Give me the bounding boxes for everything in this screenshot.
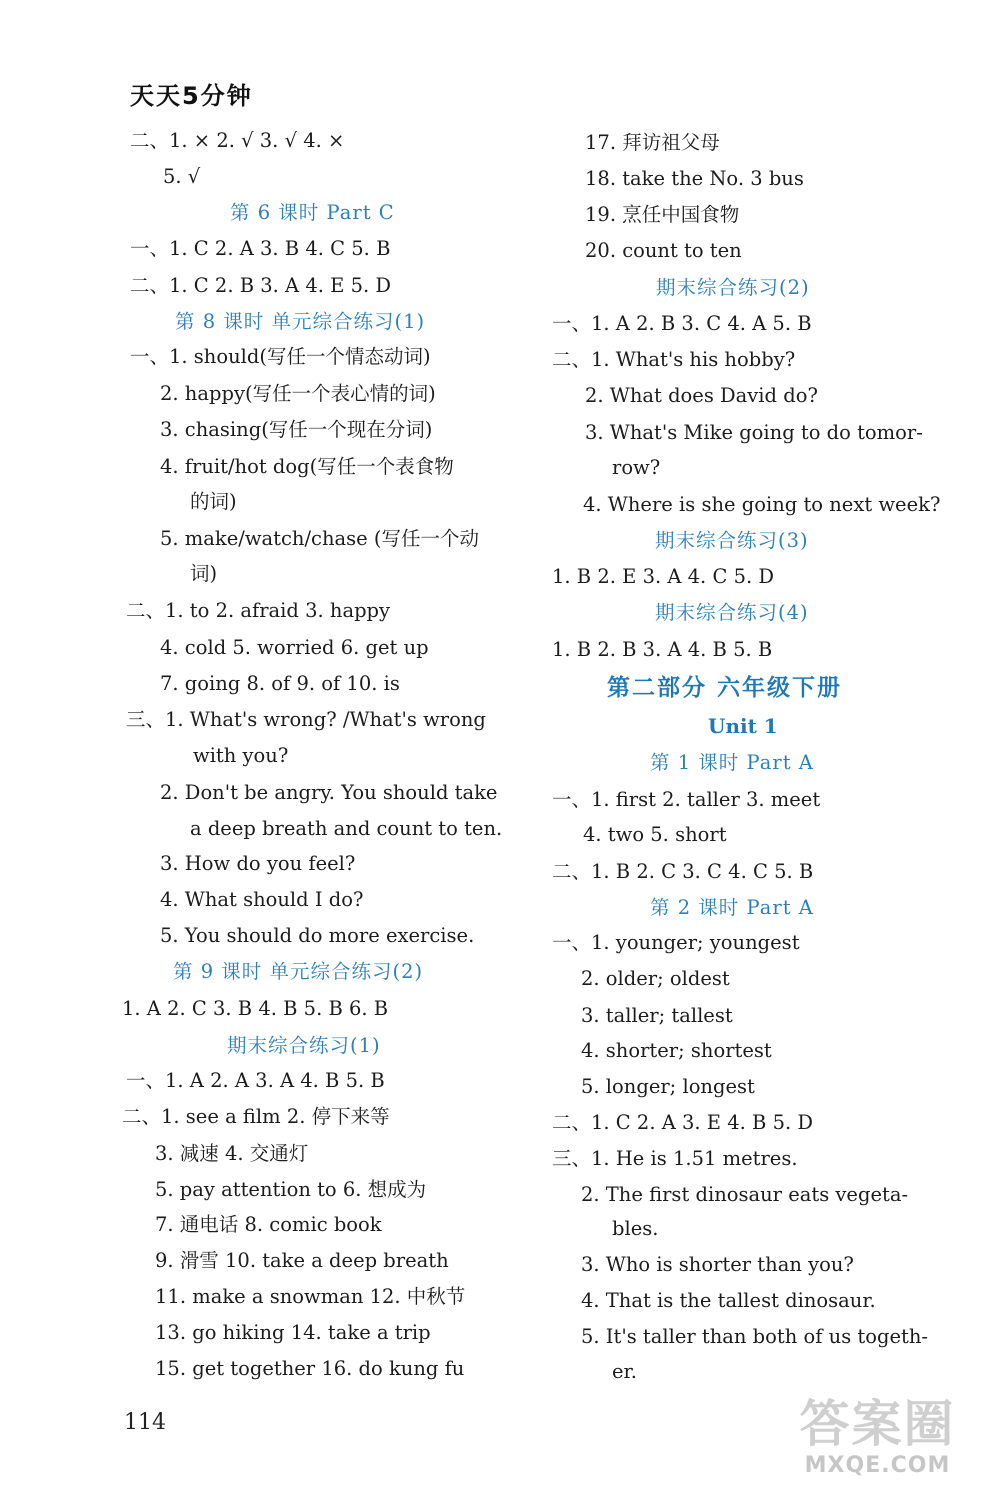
answer-line: 7. 通电话 8. comic book xyxy=(155,1213,382,1236)
answer-line: 2. older; oldest xyxy=(581,967,730,990)
answer-line: 二、1. C 2. A 3. E 4. B 5. D xyxy=(552,1111,814,1134)
section-heading: 第 6 课时 Part C xyxy=(230,201,395,224)
answer-line: er. xyxy=(612,1360,637,1383)
section-heading: 第 2 课时 Part A xyxy=(650,896,814,919)
answer-line: 2. The first dinosaur eats vegeta- xyxy=(581,1183,909,1206)
answer-line: 4. Where is she going to next week? xyxy=(583,493,941,516)
answer-line: 二、1. B 2. C 3. C 4. C 5. B xyxy=(552,860,814,883)
answer-line: 3. 减速 4. 交通灯 xyxy=(155,1142,309,1165)
section-heading: 期末综合练习(3) xyxy=(655,529,809,552)
answer-line: 1. B 2. E 3. A 4. C 5. D xyxy=(552,565,775,588)
answer-line: 二、1. C 2. B 3. A 4. E 5. D xyxy=(130,274,392,297)
answer-line: 3. What's Mike going to do tomor- xyxy=(585,421,923,444)
answer-line: 4. shorter; shortest xyxy=(581,1039,772,1062)
answer-line: 二、1. see a film 2. 停下来等 xyxy=(122,1105,390,1128)
answer-line: 15. get together 16. do kung fu xyxy=(155,1357,465,1380)
answer-line: with you? xyxy=(193,744,289,767)
answer-line: 9. 滑雪 10. take a deep breath xyxy=(155,1249,449,1272)
section-heading: 期末综合练习(4) xyxy=(655,601,809,624)
answer-line: 1. A 2. C 3. B 4. B 5. B 6. B xyxy=(122,997,389,1020)
answer-line: 4. What should I do? xyxy=(160,888,364,911)
answer-line: 3. taller; tallest xyxy=(581,1004,733,1027)
answer-line: bles. xyxy=(612,1217,659,1240)
answer-line: 5. You should do more exercise. xyxy=(160,924,475,947)
watermark-url: MXQE.COM xyxy=(804,1453,951,1478)
answer-line: 5. √ xyxy=(163,165,201,188)
answer-line: 2. Don't be angry. You should take xyxy=(160,781,498,804)
answer-line: 13. go hiking 14. take a trip xyxy=(155,1321,431,1344)
answer-line: 17. 拜访祖父母 xyxy=(585,131,720,154)
watermark xyxy=(775,1395,980,1495)
answer-line: 一、1. C 2. A 3. B 4. C 5. B xyxy=(130,237,391,260)
section-heading: 期末综合练习(2) xyxy=(656,276,810,299)
answer-line: 5. longer; longest xyxy=(581,1075,755,1098)
answer-line: 二、1. What's his hobby? xyxy=(552,348,796,371)
answer-line: 的词) xyxy=(190,490,237,513)
book-series-title: 天天5分钟 xyxy=(130,82,253,110)
answer-line: 一、1. first 2. taller 3. meet xyxy=(552,788,821,811)
answer-line: 5. It's taller than both of us togeth- xyxy=(581,1325,929,1348)
answer-line: 三、1. What's wrong? /What's wrong xyxy=(126,708,486,731)
answer-line: 一、1. A 2. B 3. C 4. A 5. B xyxy=(552,312,812,335)
answer-line: 4. two 5. short xyxy=(583,823,727,846)
page-number: 114 xyxy=(124,1410,166,1435)
answer-line: 4. fruit/hot dog(写任一个表食物 xyxy=(160,455,454,478)
answer-line: 11. make a snowman 12. 中秋节 xyxy=(155,1285,466,1308)
answer-line: 二、1. to 2. afraid 3. happy xyxy=(126,599,391,622)
answer-line: 4. That is the tallest dinosaur. xyxy=(581,1289,876,1312)
answer-line: 词) xyxy=(190,562,218,585)
section-heading: 期末综合练习(1) xyxy=(227,1034,381,1057)
answer-line: 3. Who is shorter than you? xyxy=(581,1253,854,1276)
watermark-logo: 答案圈 xyxy=(799,1395,956,1453)
answer-line: 一、1. younger; youngest xyxy=(552,931,800,954)
answer-line: 2. happy(写任一个表心情的词) xyxy=(160,382,436,405)
answer-line: 3. How do you feel? xyxy=(160,852,356,875)
answer-line: 一、1. A 2. A 3. A 4. B 5. B xyxy=(126,1069,385,1092)
answer-line: 1. B 2. B 3. A 4. B 5. B xyxy=(552,638,773,661)
answer-line: 二、1. × 2. √ 3. √ 4. × xyxy=(130,129,345,152)
answer-line: a deep breath and count to ten. xyxy=(190,817,503,840)
answer-line: 3. chasing(写任一个现在分词) xyxy=(160,418,433,441)
answer-line: 三、1. He is 1.51 metres. xyxy=(552,1147,798,1170)
answer-line: 7. going 8. of 9. of 10. is xyxy=(160,672,400,695)
answer-line: 一、1. should(写任一个情态动词) xyxy=(130,345,431,368)
answer-line: row? xyxy=(612,456,661,479)
answer-line: 20. count to ten xyxy=(585,239,742,262)
answer-line: 4. cold 5. worried 6. get up xyxy=(160,636,429,659)
answer-line: 5. make/watch/chase (写任一个动 xyxy=(160,527,480,550)
unit-heading: Unit 1 xyxy=(708,714,778,738)
section-heading: 第 9 课时 单元综合练习(2) xyxy=(173,960,424,983)
part-heading: 第二部分 六年级下册 xyxy=(607,675,843,701)
answer-line: 5. pay attention to 6. 想成为 xyxy=(155,1178,427,1201)
answer-line: 18. take the No. 3 bus xyxy=(585,167,804,190)
section-heading: 第 8 课时 单元综合练习(1) xyxy=(175,310,426,333)
answer-line: 19. 烹任中国食物 xyxy=(585,203,740,226)
answer-line: 2. What does David do? xyxy=(585,384,818,407)
section-heading: 第 1 课时 Part A xyxy=(650,751,814,774)
